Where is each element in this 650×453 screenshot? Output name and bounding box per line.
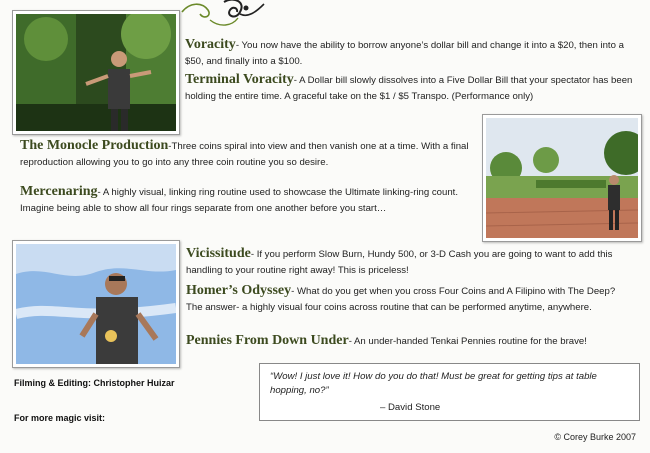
entry-description: - If you perform Slow Burn, Hundy 500, or 3-D Cash you are going to want to add this handling to your routine right away! This is priceless! [186,249,613,276]
copyright-notice: © Corey Burke 2007 [554,432,636,442]
entry-description: - What do you get when you cross Four Coins and A Filipino with The Deep? The answer- a highly visual four coins across routine that can be performed anytime, anywhere. [186,286,616,313]
entry-title: Terminal Voracity [185,72,294,87]
entry-homers-odyssey [186,283,616,315]
entry-description: - An under-handed Tenkai Pennies routine for the brave! [348,336,587,347]
entry-title: Voracity [185,37,236,52]
entry-monocle-production [20,138,478,170]
entry-title: Mercenaring [20,184,98,199]
entry-title: Homer’s Odyssey [186,283,292,298]
entry-description: - A Dollar bill slowly dissolves into a Five Dollar Bill that your spectator has been holding the entire time. A graceful take on the $1 / $5 Transpo. (Performance only) [185,75,633,102]
entry-title: The Monocle Production [20,138,169,153]
photo-magician-sky [12,240,180,368]
filming-credit: Filming & Editing: Christopher Huizar [14,378,175,388]
entry-pennies-from-down-under [186,333,626,350]
decorative-swirl-ornament [180,0,270,32]
entry-description: - You now have the ability to borrow anyone’s dollar bill and change it into a $20, then into a $50, and finally into a $100. [185,40,624,67]
photo-magician-trees [12,10,180,135]
quote-author: – David Stone [380,402,441,413]
entry-voracity [185,37,635,69]
photo-magician-plaza [482,114,642,242]
testimonial-quote-box [259,363,640,421]
more-magic-label: For more magic visit: [14,413,106,423]
entry-vicissitude [186,246,616,278]
entry-description: - A highly visual, linking ring routine used to showcase the Ultimate linking-ring count. Imagine being able to show all four rings separate from one another before you start… [20,187,458,214]
entry-title: Pennies From Down Under [186,333,349,348]
quote-text: “Wow! I just love it! How do you do that! Must be great for getting tips at table hopping, no?” [270,371,597,396]
entry-mercenaring [20,184,478,216]
entry-description: -Three coins spiral into view and then vanish one at a time. With a final reproduction allowing you to go into any three coin routine you so desire. [20,141,469,168]
entry-title: Vicissitude [186,246,251,261]
entry-terminal-voracity [185,72,637,104]
